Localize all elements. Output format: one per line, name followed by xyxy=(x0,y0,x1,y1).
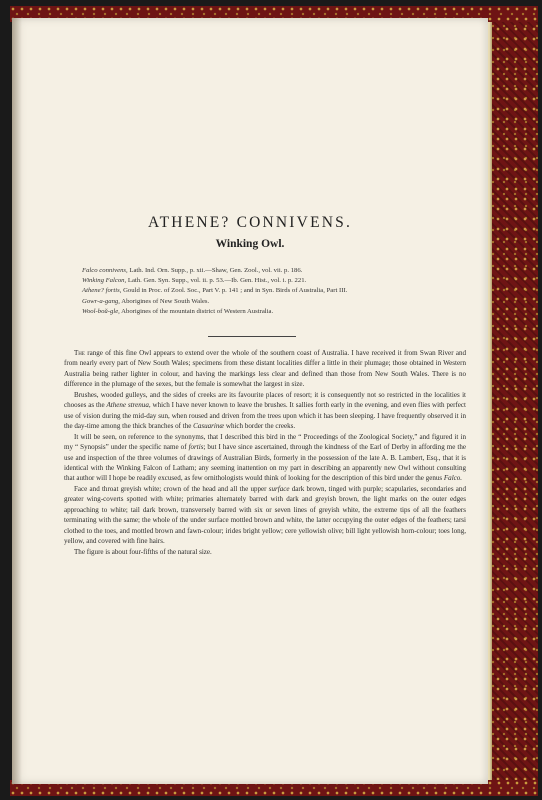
book-binding-ornament xyxy=(486,6,538,796)
paragraph-text: The figure is about four-fifths of the natural size. xyxy=(74,547,212,556)
synonym-reference: Lath. Gen. Syn. Supp., vol. ii. p. 53.—Ib. Gen. Hist., vol. i. p. 221. xyxy=(126,277,307,285)
book-page xyxy=(12,18,488,784)
spine-shadow xyxy=(12,18,22,784)
synonym-name: Winking Falcon, xyxy=(82,277,127,285)
synonym-reference: Gould in Proc. of Zool. Soc., Part V. p. 141 ; and in Syn. Birds of Australia, Part III. xyxy=(121,287,348,295)
synonym-name: Gowr-a-gang, xyxy=(82,297,120,305)
genus-name: Casuarinæ xyxy=(193,422,225,431)
synonym-entry xyxy=(82,307,472,317)
paragraph-text: which I have never known to leave the brushes. It sallies forth early in the evening, and even flies with perfect use of vision during the mid-day sun, when roused and driven from the trees upon which it has been sleeping. I have frequently observed it in the day-time among the thick branches of the xyxy=(64,401,467,431)
paragraph-text: Face and throat greyish white; crown of the head and all the upper xyxy=(74,484,269,493)
synonym-name: Falco connivens, xyxy=(82,267,128,274)
emphasis-word: surface xyxy=(268,484,290,493)
synonym-entry xyxy=(82,266,472,276)
paragraph-text: It will be seen, on reference to the synonyms, that I described this bird in the “ Proceedings of the Zoological Society,” and figured it in my “ Synopsis” under the specific name of xyxy=(64,432,466,452)
paragraph-synonymy-note xyxy=(64,432,466,484)
synonym-reference: Lath. Ind. Orn. Supp., p. xii.—Shaw, Gen. Zool., vol. vii. p. 186. xyxy=(127,267,303,274)
paragraph-figure-note xyxy=(64,547,466,557)
synonym-entry xyxy=(82,286,472,296)
synonym-reference: Aborigines of New South Wales. xyxy=(119,297,210,305)
paragraph-text: Brushes, wooded gulleys, and the sides of creeks are its favourite places of resort; it is consequently not so restricted in the localities it chooses as the xyxy=(64,390,466,410)
paragraph-text: ; but I have since ascertained, through the kindness of the Earl of Derby in affording me the use and inspection of the three volumes of drawings of Australian Birds, formerly in the possession of the late A. B. Lambert, Esq., that it is identical with the Winking Falcon of Latham; any seeming inattention on my part in describing an apparently new Owl without consulting that author will I hope be readily excused, as few ornithologists would think of looking for the description of this bird under the genus xyxy=(64,443,466,483)
specific-name: fortis xyxy=(188,443,204,452)
synonymy-list xyxy=(82,266,472,317)
description-text xyxy=(64,348,466,557)
species-name: Athene strenua, xyxy=(106,401,151,410)
section-divider xyxy=(208,336,296,337)
synonym-entry xyxy=(82,276,472,286)
paragraph-habits xyxy=(64,390,466,432)
paragraph-text: which border the creeks. xyxy=(224,422,296,431)
synonym-reference: Aborigines of the mountain district of Western Australia. xyxy=(119,307,274,315)
paragraph-text: dark brown, tinged with purple; scapularies, secondaries and greater wing-coverts spotted with white; primaries alternately barred with dark and greyish brown, the light marks on the outer edges approaching to white; tail dark brown, transversely barred with six or seven lines of greyish white, the extreme tips of all the feathers terminating with the same; the whole of the under surface mottled brown and white, the latter occupying the outer edges of the feathers; tarsi clothed to the toes, and mottled brown and fawn-colour; irides bright yellow; cere yellowish olive; bill light yellowish horn-colour; toes long, yellow, and covered with fine hairs. xyxy=(64,484,466,546)
synonym-entry xyxy=(82,297,472,307)
species-title: ATHENE? CONNIVENS. xyxy=(147,214,353,231)
paragraph-text: range of this fine Owl appears to extend over the whole of the southern coast of Australia. I have received it from Swan River and from nearly every part of New South Wales; specimens from these distant localities differ a little in their plumage; those obtained in Western Australia being rather lighter in colour, and having the markings less clear and defined than those from New South Wales. There is no difference in the plumage of the sexes, but the female is somewhat the largest in size. xyxy=(64,349,466,389)
paragraph-lead-word: The xyxy=(74,349,85,357)
common-name: Winking Owl. xyxy=(215,238,285,250)
paragraph-range xyxy=(64,348,466,390)
genus-name: Falco. xyxy=(443,474,463,483)
synonym-name: Athene? fortis, xyxy=(82,287,122,295)
synonym-name: Wool-boŭ-gle, xyxy=(82,307,120,315)
paragraph-plumage xyxy=(64,484,466,547)
